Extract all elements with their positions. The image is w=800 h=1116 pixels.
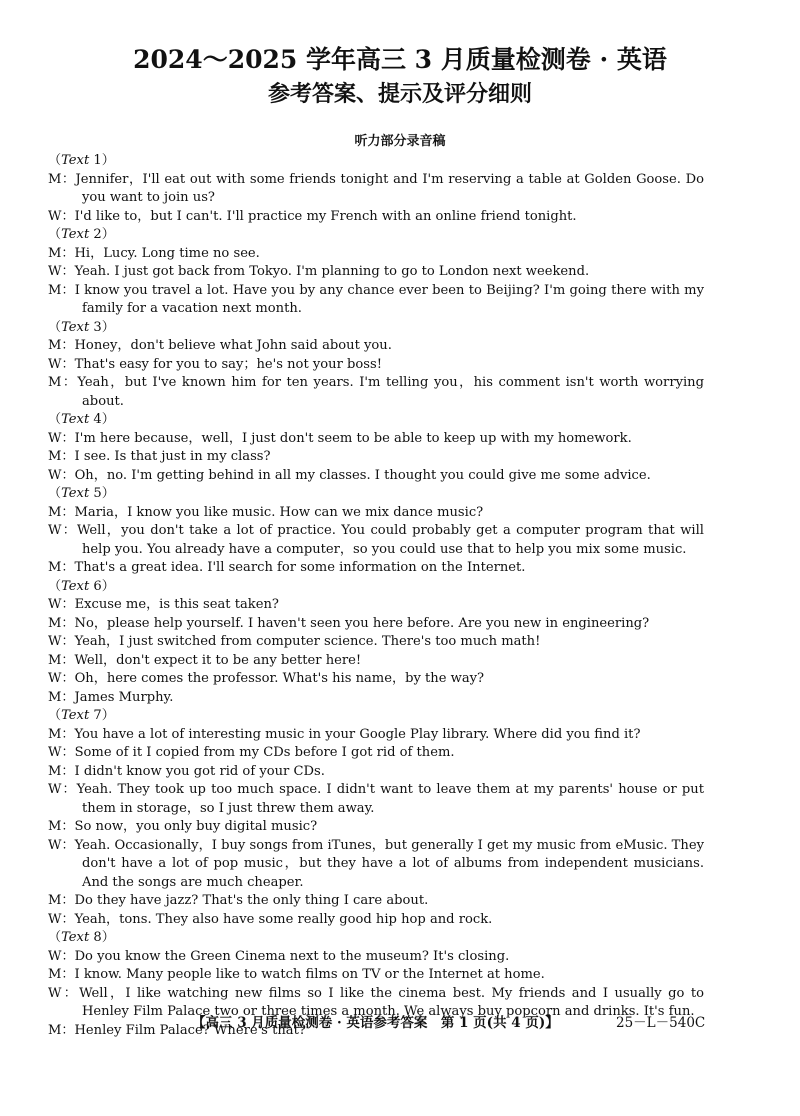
- dialogue-text: Do you know the Green Cinema next to the museum? It's closing.: [74, 948, 510, 964]
- listening-transcript: [48, 152, 704, 1040]
- speaker-label: M：: [48, 1022, 75, 1038]
- speaker-label: W：: [48, 745, 75, 760]
- dialogue-text: Oh，here comes the professor. What's his name，by the way?: [74, 671, 485, 686]
- text-label-number: 4）: [89, 412, 115, 427]
- text-label: [48, 578, 704, 597]
- speaker-label: M：: [48, 504, 75, 520]
- text-label: [48, 707, 704, 726]
- page-footer: [0, 1013, 800, 1033]
- speaker-label: W：: [48, 208, 75, 224]
- dialogue-line: [48, 596, 704, 615]
- dialogue-line: [48, 744, 704, 763]
- dialogue-line: [48, 966, 704, 985]
- dialogue-line: [48, 337, 704, 356]
- speaker-label: W：: [48, 597, 75, 612]
- speaker-label: W：: [48, 634, 75, 649]
- dialogue-text: That's a great idea. I'll search for some information on the Internet.: [74, 560, 526, 575]
- speaker-label: M：: [48, 245, 75, 261]
- speaker-label: M：: [48, 282, 75, 298]
- dialogue-line: [48, 263, 704, 282]
- dialogue-text: I know you travel a lot. Have you by any chance ever been to Beijing? I'm going there with my family for a vacation next month.: [74, 282, 704, 316]
- dialogue-text: Well，I like watching new films so I like the cinema best. My friends and I usually go to Henley Film Palace two or three times a month. We always buy popcorn and drinks. It's fun.: [79, 985, 704, 1019]
- dialogue-line: [48, 781, 704, 818]
- dialogue-text: I'm here because，well，I just don't seem to be able to keep up with my homework.: [74, 430, 632, 446]
- section-heading: 听力部分录音稿: [354, 134, 446, 149]
- dialogue-text: Yeah. Occasionally，I buy songs from iTunes，but generally I get my music from eMusic. They don't have a lot of pop music，but they have a lot of albums from independent musicians. And the songs are much cheaper.: [74, 837, 704, 890]
- dialogue-text: Yeah，tons. They also have some really good hip hop and rock.: [74, 911, 493, 927]
- speaker-label: M：: [48, 689, 75, 705]
- text-label-number: 1）: [89, 153, 115, 168]
- dialogue-line: [48, 356, 704, 375]
- text-label: [48, 319, 704, 338]
- speaker-label: W：: [48, 671, 75, 686]
- speaker-label: M：: [48, 967, 75, 982]
- text-label-number: 6）: [89, 578, 115, 594]
- dialogue-text: I didn't know you got rid of your CDs.: [74, 763, 325, 779]
- text-label-open: （: [48, 412, 62, 427]
- dialogue-line: [48, 652, 704, 671]
- text-label-open: （: [48, 930, 62, 945]
- dialogue-line: [48, 374, 704, 411]
- speaker-label: W：: [48, 911, 75, 927]
- dialogue-text: Well，you don't take a lot of practice. You could probably get a computer program that will help you. You already have a computer，so you could use that to help you mix some music.: [77, 523, 704, 557]
- text-label-word: Text: [61, 153, 90, 168]
- text-label-word: Text: [61, 412, 90, 427]
- text-label: [48, 226, 704, 245]
- text-label-word: Text: [61, 578, 90, 594]
- dialogue-line: [48, 430, 704, 449]
- dialogue-text: Maria，I know you like music. How can we mix dance music?: [74, 504, 484, 520]
- speaker-label: W：: [48, 837, 75, 853]
- dialogue-text: You have a lot of interesting music in your Google Play library. Where did you find it?: [74, 726, 641, 742]
- speaker-label: W：: [48, 356, 75, 372]
- text-label-open: （: [48, 486, 62, 501]
- text-label-number: 7）: [89, 708, 115, 723]
- dialogue-line: [48, 818, 704, 837]
- speaker-label: W：: [48, 467, 75, 483]
- dialogue-text: Yeah，but I've known him for ten years. I'm telling you，his comment isn't worth worrying about.: [77, 375, 704, 409]
- speaker-label: W：: [48, 523, 78, 538]
- text-label-open: （: [48, 319, 62, 335]
- dialogue-line: [48, 726, 704, 745]
- speaker-label: W：: [48, 948, 75, 964]
- page-title: 2024～2025 学年高三 3 月质量检测卷 · 英语: [133, 45, 667, 74]
- speaker-label: M：: [48, 338, 75, 353]
- dialogue-line: [48, 763, 704, 782]
- dialogue-text: That's easy for you to say；he's not your boss!: [74, 356, 382, 372]
- dialogue-line: [48, 633, 704, 652]
- text-label-open: （: [48, 153, 62, 168]
- dialogue-text: Yeah. They took up too much space. I didn't want to leave them at my parents' house or put them in storage，so I just threw them away.: [76, 782, 704, 816]
- text-label-number: 5）: [89, 486, 115, 501]
- speaker-label: M：: [48, 615, 75, 631]
- text-label: [48, 152, 704, 171]
- dialogue-text: I'd like to，but I can't. I'll practice my French with an online friend tonight.: [74, 208, 577, 224]
- text-label: [48, 411, 704, 430]
- dialogue-text: Well，don't expect it to be any better here!: [74, 652, 362, 668]
- text-label-word: Text: [61, 708, 90, 723]
- text-label: [48, 929, 704, 948]
- dialogue-line: [48, 522, 704, 559]
- dialogue-text: Jennifer，I'll eat out with some friends tonight and I'm reserving a table at Golden Goose. Do you want to join us?: [75, 171, 704, 205]
- dialogue-line: [48, 670, 704, 689]
- speaker-label: W：: [48, 782, 77, 797]
- dialogue-text: No，please help yourself. I haven't seen you here before. Are you new in engineering?: [74, 615, 650, 631]
- dialogue-line: [48, 892, 704, 911]
- dialogue-text: Oh，no. I'm getting behind in all my classes. I thought you could give me some advice.: [74, 467, 651, 483]
- dialogue-line: [48, 837, 704, 893]
- dialogue-line: [48, 208, 704, 227]
- dialogue-text: Excuse me，is this seat taken?: [74, 597, 279, 612]
- dialogue-line: [48, 911, 704, 930]
- speaker-label: M：: [48, 763, 75, 779]
- text-label-open: （: [48, 578, 62, 594]
- dialogue-line: [48, 245, 704, 264]
- speaker-label: W：: [48, 430, 75, 446]
- speaker-label: M：: [48, 171, 76, 187]
- dialogue-text: I know. Many people like to watch films on TV or the Internet at home.: [74, 967, 545, 982]
- dialogue-text: Do they have jazz? That's the only thing I care about.: [74, 893, 429, 908]
- dialogue-line: [48, 559, 704, 578]
- speaker-label: M：: [48, 819, 75, 834]
- dialogue-text: Yeah. I just got back from Tokyo. I'm planning to go to London next weekend.: [74, 264, 590, 279]
- dialogue-text: I see. Is that just in my class?: [74, 449, 271, 464]
- text-label-number: 8）: [89, 930, 115, 945]
- text-label-word: Text: [61, 486, 90, 501]
- page-subtitle: 参考答案、提示及评分细则: [267, 81, 532, 107]
- dialogue-text: Honey，don't believe what John said about you.: [74, 338, 392, 353]
- speaker-label: M：: [48, 652, 75, 668]
- dialogue-text: Yeah，I just switched from computer science. There's too much math!: [74, 634, 541, 649]
- dialogue-text: James Murphy.: [74, 689, 174, 705]
- text-label-number: 3）: [89, 319, 115, 335]
- dialogue-line: [48, 448, 704, 467]
- text-label-word: Text: [61, 930, 90, 945]
- dialogue-line: [48, 504, 704, 523]
- text-label: [48, 485, 704, 504]
- dialogue-line: [48, 615, 704, 634]
- dialogue-line: [48, 282, 704, 319]
- speaker-label: M：: [48, 893, 75, 908]
- dialogue-text: Hi，Lucy. Long time no see.: [74, 245, 260, 261]
- text-label-word: Text: [61, 319, 90, 335]
- speaker-label: M：: [48, 726, 75, 742]
- speaker-label: M：: [48, 449, 75, 464]
- footer-code: 25－L－540C: [616, 1015, 706, 1031]
- dialogue-line: [48, 689, 704, 708]
- dialogue-text: Some of it I copied from my CDs before I got rid of them.: [74, 745, 455, 760]
- speaker-label: W：: [48, 985, 80, 1001]
- dialogue-line: [48, 467, 704, 486]
- text-label-open: （: [48, 227, 62, 242]
- speaker-label: W：: [48, 264, 75, 279]
- speaker-label: M：: [48, 375, 78, 390]
- text-label-number: 2）: [89, 227, 115, 242]
- speaker-label: M：: [48, 560, 75, 575]
- dialogue-line: [48, 948, 704, 967]
- dialogue-line: [48, 171, 704, 208]
- dialogue-text: So now，you only buy digital music?: [74, 819, 318, 834]
- dialogue-text: Henley Film Palace? Where's that?: [74, 1022, 306, 1038]
- text-label-word: Text: [61, 227, 90, 242]
- footer-page-info: 【高三 3 月质量检测卷 · 英语参考答案 第 1 页(共 4 页)】: [192, 1015, 559, 1031]
- text-label-open: （: [48, 708, 62, 723]
